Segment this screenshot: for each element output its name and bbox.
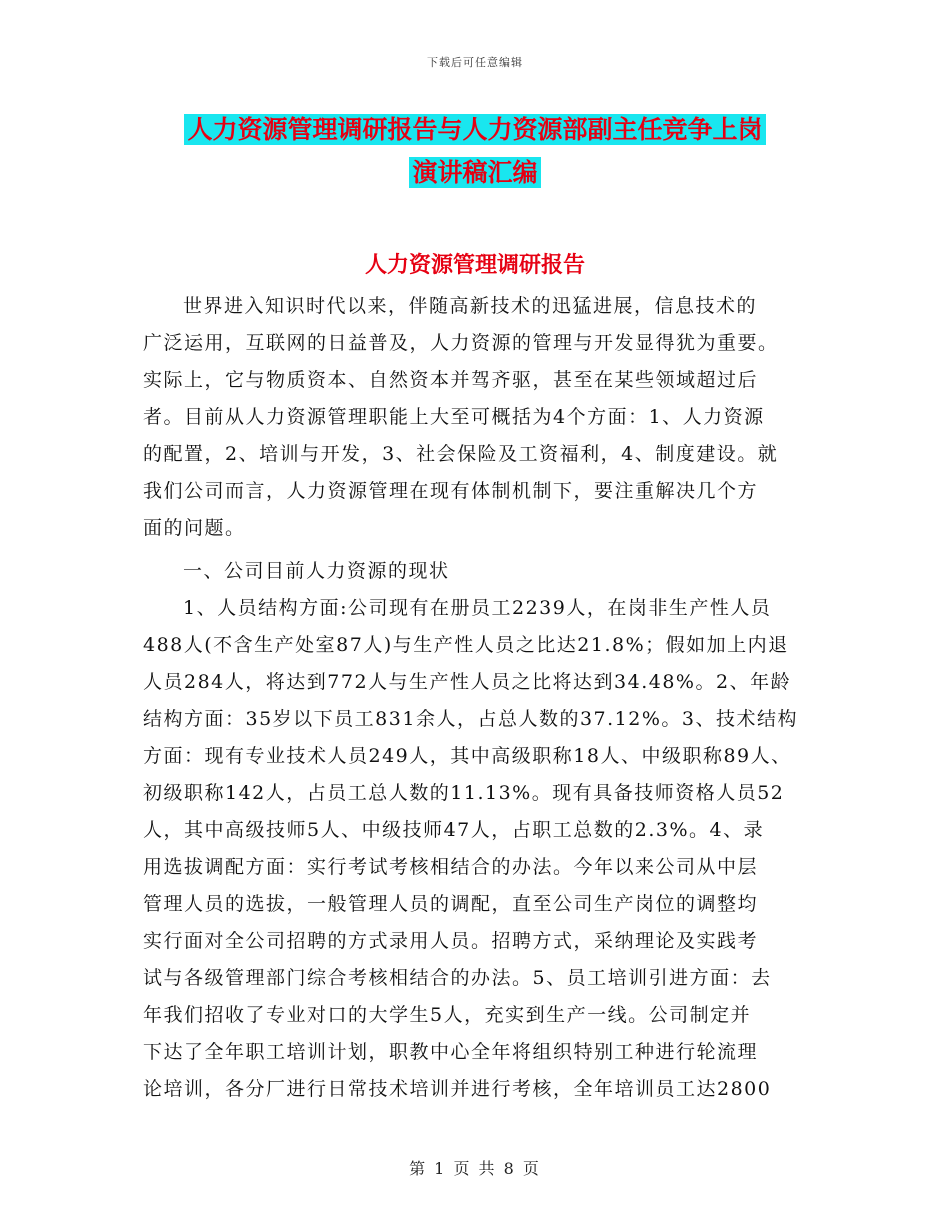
section-title: 人力资源管理调研报告 — [364, 252, 585, 278]
body-line: 一、公司目前人力资源的现状 — [183, 560, 450, 582]
body-line: 实行面对全公司招聘的方式录用人员。招聘方式，采纳理论及实践考 — [143, 930, 759, 952]
body-line: 实际上，它与物质资本、自然资本并驾齐驱，甚至在某些领域超过后 — [143, 369, 759, 391]
page-footer: 第 1 页 共 8 页 — [409, 1159, 541, 1178]
document-title-line-1 — [0, 113, 950, 147]
body-line: 者。目前从人力资源管理职能上大至可概括为4个方面：1、人力资源 — [143, 406, 765, 428]
body-line: 世界进入知识时代以来，伴随高新技术的迅猛进展，信息技术的 — [183, 295, 758, 317]
body-line: 人员284人，将达到772人与生产性人员之比将达到34.48%。2、年龄 — [143, 671, 792, 693]
body-line: 面的问题。 — [143, 517, 246, 539]
body-line: 论培训，各分厂进行日常技术培训并进行考核，全年培训员工达2800 — [143, 1078, 772, 1100]
body-line: 我们公司而言，人力资源管理在现有体制机制下，要注重解决几个方 — [143, 480, 759, 502]
body-line: 用选拔调配方面：实行考试考核相结合的办法。今年以来公司从中层 — [143, 856, 759, 878]
body-line: 下达了全年职工培训计划，职教中心全年将组织特别工种进行轮流理 — [143, 1041, 759, 1063]
title-line-2-text: 演讲稿汇编 — [409, 157, 540, 188]
body-line: 广泛运用，互联网的日益普及，人力资源的管理与开发显得犹为重要。 — [143, 332, 779, 354]
title-line-1-text: 人力资源管理调研报告与人力资源部副主任竞争上岗 — [184, 114, 765, 145]
body-line: 试与各级管理部门综合考核相结合的办法。5、员工培训引进方面：去 — [143, 967, 772, 989]
body-line: 年我们招收了专业对口的大学生5人，充实到生产一线。公司制定并 — [143, 1004, 752, 1026]
body-line: 初级职称142人，占员工总人数的11.13%。现有具备技师资格人员52 — [143, 782, 785, 804]
body-line: 方面：现有专业技术人员249人，其中高级职称18人、中级职称89人、 — [143, 745, 792, 767]
body-line: 1、人员结构方面:公司现有在册员工2239人，在岗非生产性人员 — [183, 597, 772, 619]
header-note: 下载后可任意编辑 — [427, 56, 523, 69]
body-line: 人，其中高级技师5人、中级技师47人，占职工总数的2.3%。4、录 — [143, 819, 765, 841]
document-title-line-2 — [0, 156, 950, 190]
body-line: 管理人员的选拔，一般管理人员的调配，直至公司生产岗位的调整均 — [143, 893, 759, 915]
body-line: 488人(不含生产处室87人)与生产性人员之比达21.8%；假如加上内退 — [143, 634, 789, 656]
body-line: 的配置，2、培训与开发，3、社会保险及工资福利，4、制度建设。就 — [143, 443, 779, 465]
body-line: 结构方面：35岁以下员工831余人，占总人数的37.12%。3、技术结构 — [143, 708, 798, 730]
